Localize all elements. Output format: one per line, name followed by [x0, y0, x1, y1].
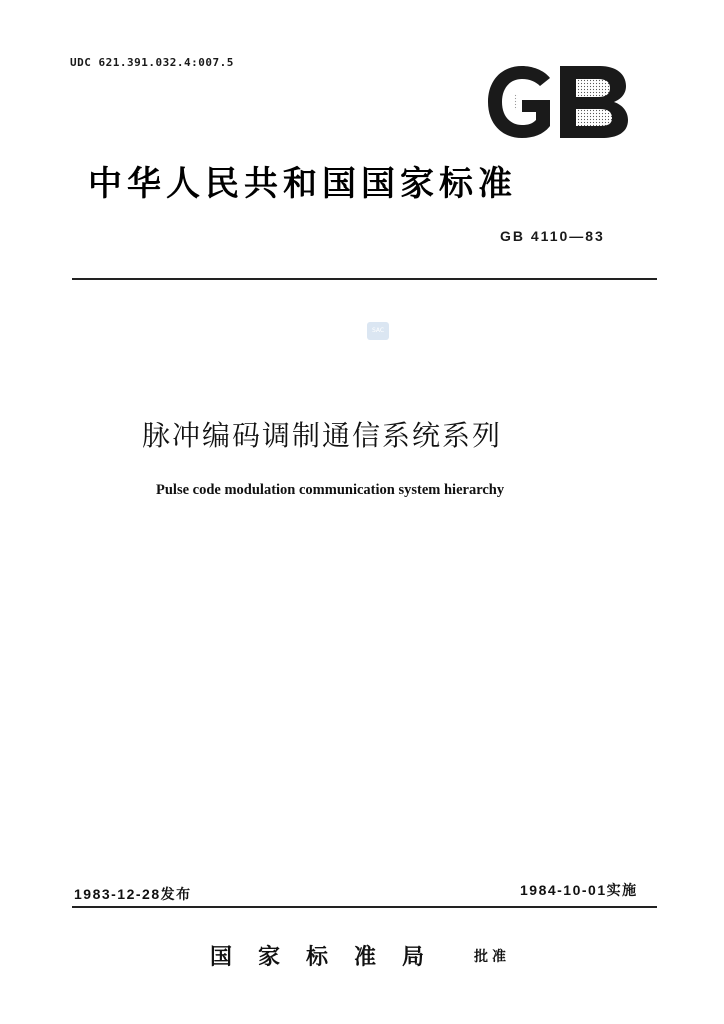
watermark: SAC	[367, 322, 389, 340]
document-title-chinese: 脉冲编码调制通信系统系列	[142, 419, 503, 452]
top-divider	[72, 278, 657, 280]
issuing-bureau: 国家标准局	[210, 944, 451, 970]
gb-logo	[484, 64, 630, 140]
document-title-english: Pulse code modulation communication system hierarchy	[156, 482, 505, 498]
issue-date: 1983-12-28发布	[74, 886, 192, 902]
standard-number: GB 4110—83	[500, 228, 605, 244]
bottom-divider	[72, 906, 657, 908]
udc-code: UDC 621.391.032.4:007.5	[70, 56, 234, 69]
implementation-date: 1984-10-01实施	[520, 882, 638, 898]
standard-title: 中华人民共和国国家标准	[88, 164, 517, 204]
approval-label: 批准	[474, 949, 510, 965]
